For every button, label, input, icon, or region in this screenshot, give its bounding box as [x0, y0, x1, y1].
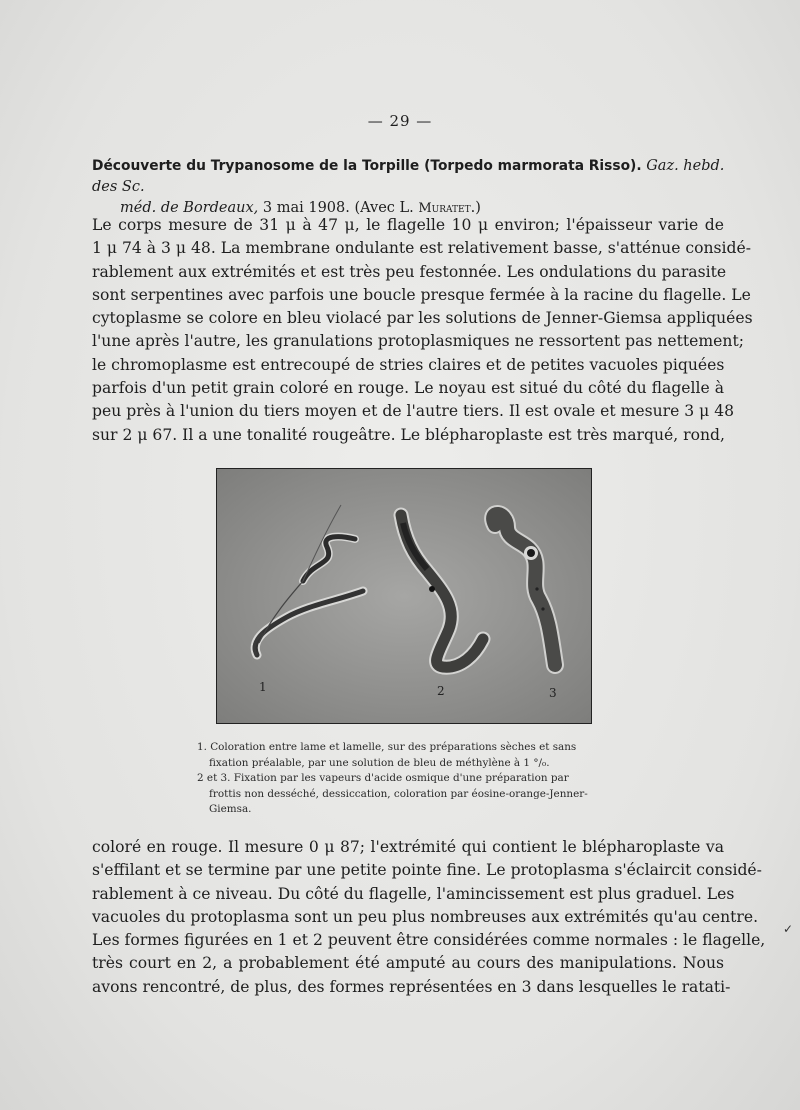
caption-line: frottis non desséché, dessiccation, coloration par éosine-orange-Jenner- [209, 787, 588, 800]
figure-caption [197, 740, 627, 818]
journal-citation-part2: méd. de Bordeaux, [120, 200, 259, 216]
body-paragraph-2 [92, 836, 766, 999]
text-line: 1 μ 74 à 3 μ 48. La membrane ondulante est relativement basse, s'atténue considé- [92, 239, 752, 258]
text-line: s'effilant et se termine par une petite pointe fine. Le protoplasma s'éclaircit considé- [92, 861, 762, 880]
text-line: vacuoles du protoplasma sont un peu plus nombreuses aux extrémités qu'au centre. [92, 907, 759, 926]
publication-date: 3 mai 1908. (Avec L. [262, 200, 414, 216]
caption-line: 1. Coloration entre lame et lamelle, sur des préparations sèches et sans [197, 741, 577, 753]
text-line: sont serpentines avec parfois une boucle presque fermée à la racine du flagelle. Le [92, 285, 751, 304]
text-line: le chromoplasme est entrecoupé de stries claires et de petites vacuoles piquées [92, 355, 725, 374]
article-heading [92, 156, 732, 219]
text-line: coloré en rouge. Il mesure 0 μ 87; l'extrémité qui contient le blépharoplaste va [92, 838, 724, 856]
text-line: l'une après l'autre, les granulations protoplasmiques ne ressortent pas nettement; [92, 332, 744, 351]
heading-close: .) [470, 200, 481, 216]
trypanosome-figure [216, 468, 592, 724]
text-line: parfois d'un petit grain coloré en rouge. Le noyau est situé du côté du flagelle à [92, 379, 724, 398]
text-line: sur 2 μ 67. Il a une tonalité rougeâtre. Le blépharoplaste est très marqué, rond, [92, 425, 726, 444]
caption-line: 2 et 3. Fixation par les vapeurs d'acide osmique d'une préparation par [197, 772, 569, 785]
page-number: — 29 — [367, 112, 433, 130]
text-line: cytoplasme se colore en bleu violacé par les solutions de Jenner-Giemsa appliquées [92, 309, 753, 328]
article-title: Découverte du Trypanosome de la Torpille (Torpedo marmorata Risso). [92, 158, 642, 174]
text-line: Le corps mesure de 31 μ à 47 μ, le flagelle 10 μ environ; l'épaisseur varie de [92, 216, 724, 234]
margin-pencil-mark: ✓ [783, 922, 794, 936]
coauthor-name: Muratet [418, 201, 471, 216]
figure-label-2: 2 [437, 684, 445, 698]
figure-label-1: 1 [259, 680, 267, 694]
journal-citation-part1: Gaz. hebd. des Sc. [92, 158, 725, 195]
caption-line: Giemsa. [209, 803, 252, 816]
figure-illustration [217, 469, 591, 723]
text-line: rablement à ce niveau. Du côté du flagelle, l'amincissement est plus graduel. Les [92, 884, 735, 903]
text-line: très court en 2, a probablement été amputé au cours des manipulations. Nous [92, 954, 724, 973]
body-paragraph-1 [92, 214, 753, 447]
text-line: peu près à l'union du tiers moyen et de l'autre tiers. Il est ovale et mesure 3 μ 48 [92, 402, 735, 421]
text-line: avons rencontré, de plus, des formes représentées en 3 dans lesquelles le ratati- [92, 977, 731, 996]
figure-label-3: 3 [549, 686, 557, 700]
caption-line: fixation préalable, par une solution de bleu de méthylène à 1 °/₀. [209, 756, 550, 769]
text-line: rablement aux extrémités et est très peu festonnée. Les ondulations du parasite [92, 262, 727, 281]
text-line: Les formes figurées en 1 et 2 peuvent être considérées comme normales : le flagelle, [92, 931, 766, 950]
